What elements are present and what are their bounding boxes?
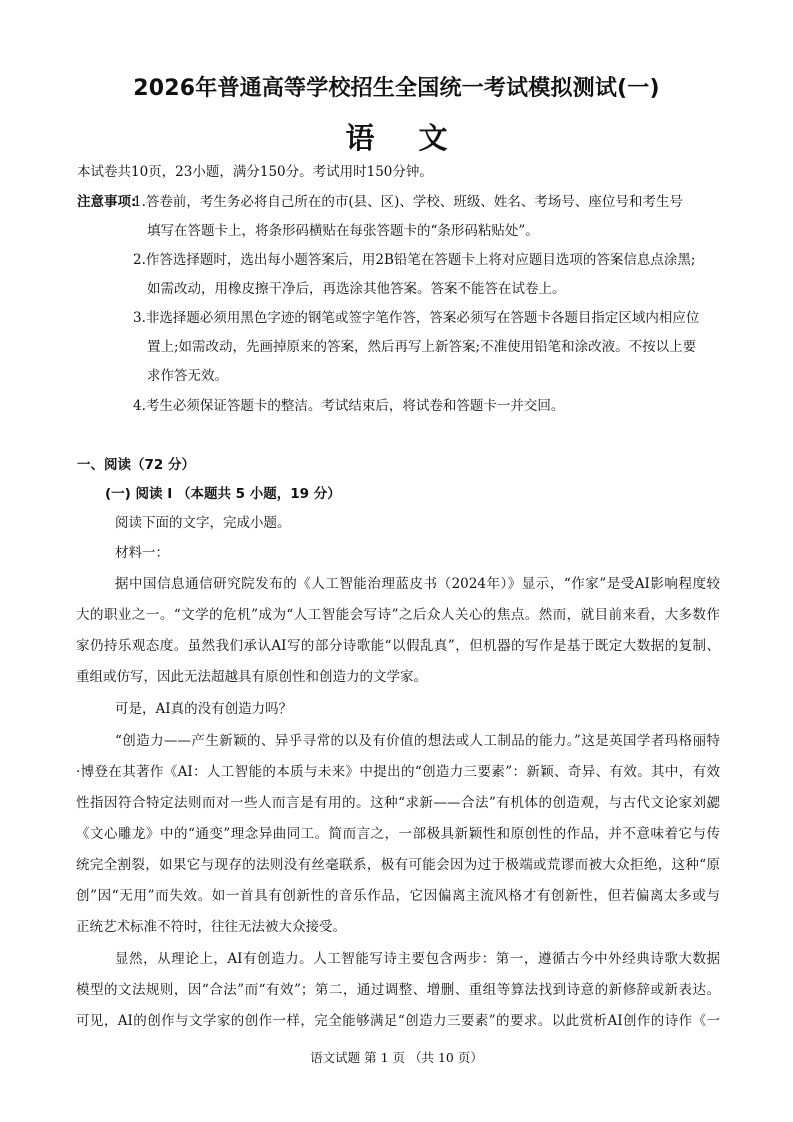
note-2-line-1: 2.作答选择题时，选出每小题答案后，用2B铅笔在答题卡上将对应题目选项的答案信息点涂黑; xyxy=(133,252,696,268)
paragraph-4-line-2: 模型的文法规则，因“合法”而“有效”；第二，通过调整、增删、重组等算法找到诗意的新修辞或新表达。 xyxy=(76,982,720,998)
paragraph-3-line-4: 《文心雕龙》中的“通变”理念异曲同工。简而言之，一部极具新颖性和原创性的作品，并不意味着它与传 xyxy=(76,826,720,842)
page-footer: 语文试题 第 1 页 （共 10 页） xyxy=(310,1050,483,1065)
paragraph-3-line-7: 正统艺术标准不符时，往往无法被大众接受。 xyxy=(76,919,346,935)
paragraph-3-line-2: ·博登在其著作《AI：人工智能的本质与未来》中提出的“创造力三要素”：新颖、奇异、有效。其中，有效 xyxy=(76,764,720,780)
exam-info: 本试卷共10页，23小题，满分150分。考试用时150分钟。 xyxy=(77,164,433,180)
note-2-line-2: 如需改动，用橡皮擦干净后，再选涂其他答案。答案不能答在试卷上。 xyxy=(147,281,566,297)
note-3-line-2: 置上;如需改动，先画掉原来的答案，然后再写上新答案;不准使用铅笔和涂改液。不按以上要 xyxy=(147,339,697,355)
paragraph-4-line-1: 显然，从理论上，AI有创造力。人工智能写诗主要包含两步：第一，遵循古今中外经典诗歌大数据 xyxy=(115,951,720,967)
paragraph-1-line-4: 重组或仿写，因此无法超越具有原创性和创造力的文学家。 xyxy=(76,669,427,685)
note-3-line-3: 求作答无效。 xyxy=(147,368,228,384)
note-3-line-1: 3.非选择题必须用黑色字迹的钢笔或签字笔作答，答案必须写在答题卡各题目指定区域内相应位 xyxy=(133,310,700,326)
paragraph-3-line-3: 性指因符合特定法则而对一些人而言是有用的。这种“求新——合法”有机体的创造观，与古代文论家刘勰 xyxy=(76,795,720,811)
note-1-line-2: 填写在答题卡上，将条形码横贴在每张答题卡的“条形码粘贴处”。 xyxy=(147,223,539,239)
exam-title: 2026年普通高等学校招生全国统一考试模拟测试(一) xyxy=(133,76,660,101)
paragraph-3-line-5: 统完全割裂，如果它与现存的法则没有丝毫联系，极有可能会因为过于极端或荒谬而被大众拒绝，这种“原 xyxy=(76,857,720,873)
paragraph-3-line-6: 创”因“无用”而失效。如一首具有创新性的音乐作品，它因偏离主流风格才有创新性，但若偏离太多或与 xyxy=(76,888,720,904)
subject-title: 语文 xyxy=(345,121,492,155)
note-4: 4.考生必须保证答题卡的整洁。考试结束后，将试卷和答题卡一并交回。 xyxy=(133,398,565,414)
paragraph-1-line-1: 据中国信息通信研究院发布的《人工智能治理蓝皮书（2024年）》显示，“作家”是受AI影响程度较 xyxy=(115,576,720,592)
paragraph-2: 可是，AI真的没有创造力吗？ xyxy=(115,701,293,717)
instruction: 阅读下面的文字，完成小题。 xyxy=(115,515,291,531)
section-subheading: (一) 阅读 Ⅰ （本题共 5 小题，19 分） xyxy=(105,486,341,502)
paragraph-3-line-1: “创造力——产生新颖的、异乎寻常的以及有价值的想法或人工制品的能力。”这是英国学者玛格丽特 xyxy=(115,733,720,749)
paragraph-4-line-3: 可见，AI的创作与文学家的创作一样，完全能够满足“创造力三要素”的要求。以此赏析AI创作的诗作《一 xyxy=(76,1013,720,1029)
note-1-line-1: 1.答卷前，考生务必将自己所在的市(县、区)、学校、班级、姓名、考场号、座位号和考生号 xyxy=(133,194,683,210)
paragraph-1-line-3: 家仍持乐观态度。虽然我们承认AI写的部分诗歌能“以假乱真”，但机器的写作是基于既定大数据的复制、 xyxy=(76,638,720,654)
material-label: 材料一： xyxy=(115,545,169,561)
paragraph-1-line-2: 大的职业之一。“文学的危机”成为“人工智能会写诗”之后众人关心的焦点。然而，就目前来看，大多数作 xyxy=(76,607,720,623)
notes-label: 注意事项: xyxy=(77,194,137,210)
section-heading: 一、阅读（72 分） xyxy=(77,457,195,473)
